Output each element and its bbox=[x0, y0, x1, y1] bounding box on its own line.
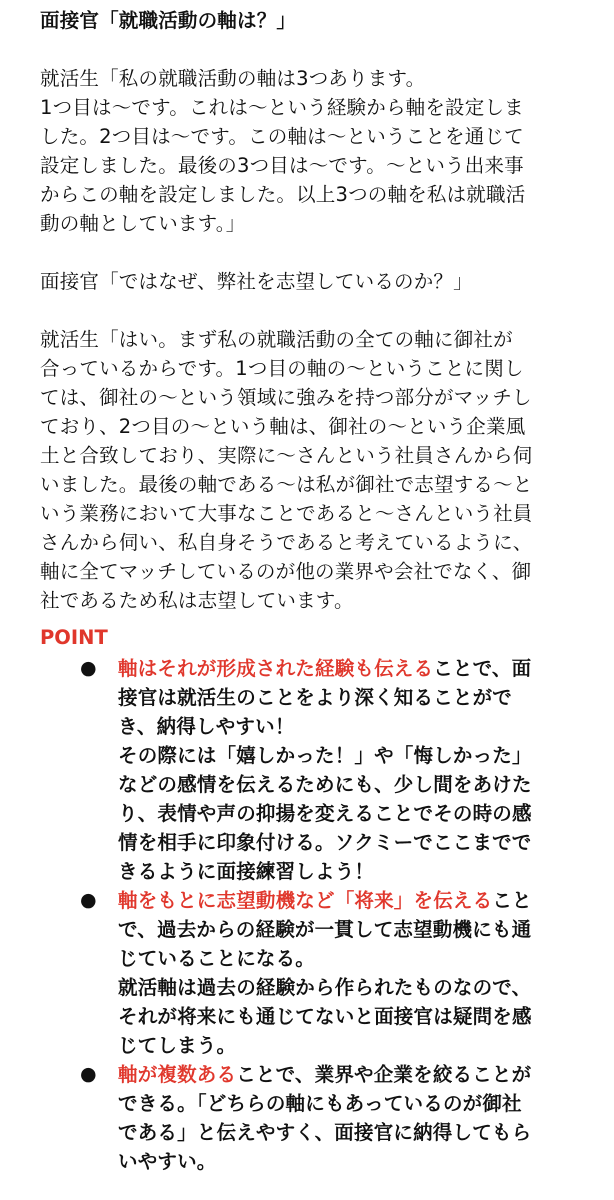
point-line: 情を相手に印象付ける。ソクミーでここまでで bbox=[118, 831, 532, 854]
point-line: き、納得しやすい！ bbox=[118, 715, 295, 738]
bullet-icon: ● bbox=[80, 657, 97, 679]
answer-line: さんから伺い、私自身そうであると考えているように、 bbox=[40, 531, 533, 554]
point-item bbox=[40, 654, 592, 886]
point-line: それが将来にも通じてないと面接官は疑問を感 bbox=[118, 1005, 532, 1028]
point-line: じてしまう。 bbox=[118, 1034, 237, 1057]
point-text: ことで、面 bbox=[433, 657, 532, 680]
bullet-icon: ● bbox=[80, 1063, 97, 1085]
point-line: 就活軸は過去の経験から作られたものなので、 bbox=[118, 976, 532, 999]
point-line: できる。「どちらの軸にもあっているのが御社 bbox=[118, 1092, 522, 1115]
point-first-line bbox=[118, 654, 592, 683]
student-answer-1 bbox=[40, 64, 592, 238]
student-answer-2 bbox=[40, 325, 592, 615]
bullet-icon: ● bbox=[80, 889, 97, 911]
point-item bbox=[40, 886, 592, 1060]
point-line: である」と伝えやすく、面接官に納得してもら bbox=[118, 1121, 532, 1144]
point-first-line bbox=[118, 1060, 592, 1089]
point-heading: POINT bbox=[40, 626, 108, 649]
answer-line: 設定しました。最後の3つ目は〜です。〜という出来事 bbox=[40, 154, 524, 177]
answer-line: 就活生「はい。まず私の就職活動の全ての軸に御社が bbox=[40, 328, 513, 351]
answer-line: 土と合致しており、実際に〜さんという社員さんから伺 bbox=[40, 444, 533, 467]
point-line: などの感情を伝えるためにも、少し間をあけた bbox=[118, 773, 532, 796]
spacer bbox=[40, 238, 592, 267]
answer-line: 社であるため私は志望しています。 bbox=[40, 589, 354, 612]
answer-line: 軸に全てマッチしているのが他の業界や会社でなく、御 bbox=[40, 560, 532, 583]
spacer bbox=[40, 296, 592, 325]
answer-line: した。2つ目は〜です。この軸は〜ということを通じて bbox=[40, 125, 524, 148]
point-highlight: 軸をもとに志望動機など「将来」を伝える bbox=[118, 889, 493, 912]
point-item bbox=[40, 1060, 592, 1176]
point-line: じていることになる。 bbox=[118, 947, 316, 970]
point-line: で、過去からの経験が一貫して志望動機にも通 bbox=[118, 918, 532, 941]
answer-line: 合っているからです。1つ目の軸の〜ということに関し bbox=[40, 357, 524, 380]
answer-line: 就活生「私の就職活動の軸は3つあります。 bbox=[40, 67, 426, 90]
point-highlight: 軸が複数ある bbox=[118, 1063, 237, 1086]
answer-line: 動の軸としています。」 bbox=[40, 212, 246, 235]
spacer bbox=[40, 35, 592, 64]
point-line: り、表情や声の抑揚を変えることでその時の感 bbox=[118, 802, 532, 825]
point-highlight: 軸はそれが形成された経験も伝える bbox=[118, 657, 434, 680]
point-text: こと bbox=[492, 889, 532, 912]
point-text: ことで、業界や企業を絞ることが bbox=[236, 1063, 532, 1086]
answer-line: いました。最後の軸である〜は私が御社で志望する〜と bbox=[40, 473, 533, 496]
interview-question-2: 面接官「ではなぜ、弊社を志望しているのか？」 bbox=[40, 270, 473, 293]
interview-question-1: 面接官「就職活動の軸は？」 bbox=[40, 9, 297, 32]
point-line: きるように面接練習しよう！ bbox=[118, 860, 375, 883]
point-line: その際には「嬉しかった！」や「悔しかった」 bbox=[118, 744, 532, 767]
point-line: いやすい。 bbox=[118, 1150, 217, 1173]
point-first-line bbox=[118, 886, 592, 915]
answer-line: 1つ目は〜です。これは〜という経験から軸を設定しま bbox=[40, 96, 524, 119]
point-line: 接官は就活生のことをより深く知ることがで bbox=[118, 686, 513, 709]
point-list bbox=[40, 654, 592, 1176]
answer-line: ては、御社の〜という領域に強みを持つ部分がマッチし bbox=[40, 386, 532, 409]
answer-line: ており、2つ目の〜という軸は、御社の〜という企業風 bbox=[40, 415, 526, 438]
answer-line: いう業務において大事なことであると〜さんという社員 bbox=[40, 502, 533, 525]
answer-line: からこの軸を設定しました。以上3つの軸を私は就職活 bbox=[40, 183, 526, 206]
